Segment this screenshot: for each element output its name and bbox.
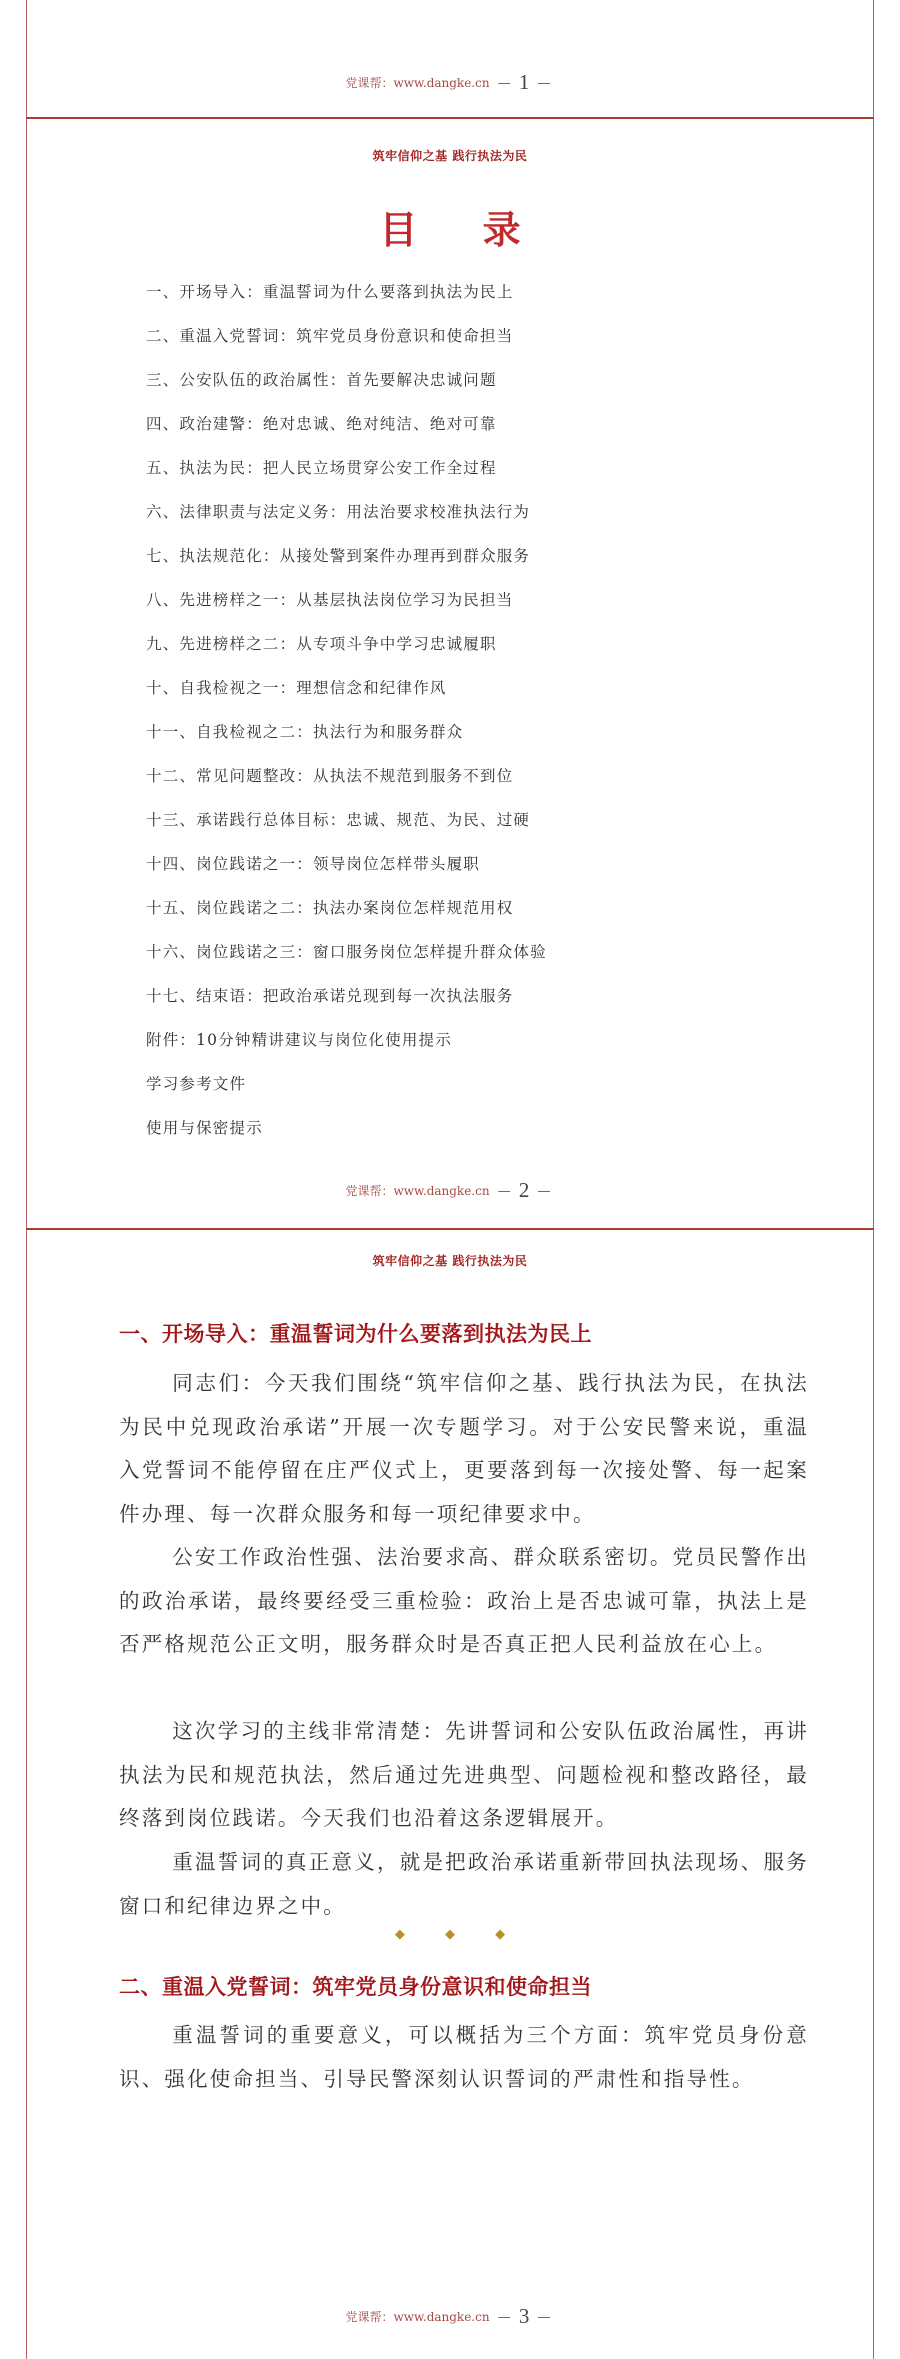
toc-item[interactable]: 十一、自我检视之二：执法行为和服务群众 [146, 723, 464, 741]
section-divider-diamonds: ◆ ◆ ◆ [394, 1927, 524, 1942]
page-2 [26, 119, 874, 1228]
body-paragraph: 重温誓词的真正意义，就是把政治承诺重新带回执法现场、服务窗口和纪律边界之中。 [119, 1850, 809, 1918]
toc-item[interactable]: 九、先进榜样之二：从专项斗争中学习忠诚履职 [146, 635, 497, 653]
footer-source: 党课帮：www.dangke.cn [345, 2310, 490, 2324]
section-heading: 二、重温入党誓词：筑牢党员身份意识和使命担当 [119, 1975, 592, 1999]
toc-item[interactable]: 十三、承诺践行总体目标：忠诚、规范、为民、过硬 [146, 811, 531, 829]
toc-item[interactable]: 二、重温入党誓词：筑牢党员身份意识和使命担当 [146, 327, 514, 345]
body-paragraph: 这次学习的主线非常清楚：先讲誓词和公安队伍政治属性，再讲执法为民和规范执法，然后通过先进典型、问题检视和整改路径，最终落到岗位践诺。今天我们也沿着这条逻辑展开。 [119, 1719, 809, 1830]
footer-dash: — [537, 1184, 551, 1199]
footer-source: 党课帮：www.dangke.cn [345, 1184, 490, 1198]
toc-item[interactable]: 七、执法规范化：从接处警到案件办理再到群众服务 [146, 547, 531, 565]
footer-dash: — [537, 76, 551, 91]
toc-item[interactable]: 十四、岗位践诺之一：领导岗位怎样带头履职 [146, 855, 481, 873]
toc-item[interactable]: 一、开场导入：重温誓词为什么要落到执法为民上 [146, 283, 514, 301]
toc-item[interactable]: 六、法律职责与法定义务：用法治要求校准执法行为 [146, 503, 531, 521]
page-3 [26, 1230, 874, 2359]
footer-source: 党课帮：www.dangke.cn [345, 76, 490, 90]
toc-item[interactable]: 五、执法为民：把人民立场贯穿公安工作全过程 [146, 459, 497, 477]
toc-item[interactable]: 十二、常见问题整改：从执法不规范到服务不到位 [146, 767, 514, 785]
toc-item[interactable]: 十五、岗位践诺之二：执法办案岗位怎样规范用权 [146, 899, 514, 917]
body-paragraph: 重温誓词的重要意义，可以概括为三个方面：筑牢党员身份意识、强化使命担当、引导民警深刻认识誓词的严肃性和指导性。 [119, 2023, 809, 2091]
page-number: 1 [518, 70, 530, 94]
section-heading: 一、开场导入：重温誓词为什么要落到执法为民上 [119, 1322, 592, 1346]
toc-item[interactable]: 附件：10分钟精讲建议与岗位化使用提示 [146, 1031, 453, 1049]
page-footer [27, 70, 873, 95]
running-header: 筑牢信仰之基 践行执法为民 [372, 149, 528, 163]
page-1 [26, 0, 874, 117]
footer-dash: — [497, 2310, 511, 2325]
page-footer [27, 2304, 873, 2329]
toc-item[interactable]: 十、自我检视之一：理想信念和纪律作风 [146, 679, 447, 697]
running-header: 筑牢信仰之基 践行执法为民 [372, 1254, 528, 1268]
page-number: 2 [518, 1178, 530, 1202]
footer-dash: — [497, 76, 511, 91]
toc-item[interactable]: 四、政治建警：绝对忠诚、绝对纯洁、绝对可靠 [146, 415, 497, 433]
toc-item[interactable]: 十六、岗位践诺之三：窗口服务岗位怎样提升群众体验 [146, 943, 547, 961]
toc-item[interactable]: 学习参考文件 [146, 1075, 247, 1093]
toc-item[interactable]: 三、公安队伍的政治属性：首先要解决忠诚问题 [146, 371, 497, 389]
footer-dash: — [537, 2310, 551, 2325]
toc-item[interactable]: 八、先进榜样之一：从基层执法岗位学习为民担当 [146, 591, 514, 609]
toc-title: 目 录 [379, 207, 547, 252]
page-number: 3 [518, 2304, 530, 2328]
body-paragraph: 公安工作政治性强、法治要求高、群众联系密切。党员民警作出的政治承诺，最终要经受三重检验：政治上是否忠诚可靠，执法上是否严格规范公正文明，服务群众时是否真正把人民利益放在心上。 [119, 1545, 809, 1656]
toc-item[interactable]: 使用与保密提示 [146, 1119, 263, 1137]
footer-dash: — [497, 1184, 511, 1199]
body-paragraph: 同志们：今天我们围绕“筑牢信仰之基、践行执法为民，在执法为民中兑现政治承诺”开展一次专题学习。对于公安民警来说，重温入党誓词不能停留在庄严仪式上，更要落到每一次接处警、每一起案件办理、每一次群众服务和每一项纪律要求中。 [119, 1371, 809, 1526]
page-footer [27, 1178, 873, 1203]
toc-item[interactable]: 十七、结束语：把政治承诺兑现到每一次执法服务 [146, 987, 514, 1005]
